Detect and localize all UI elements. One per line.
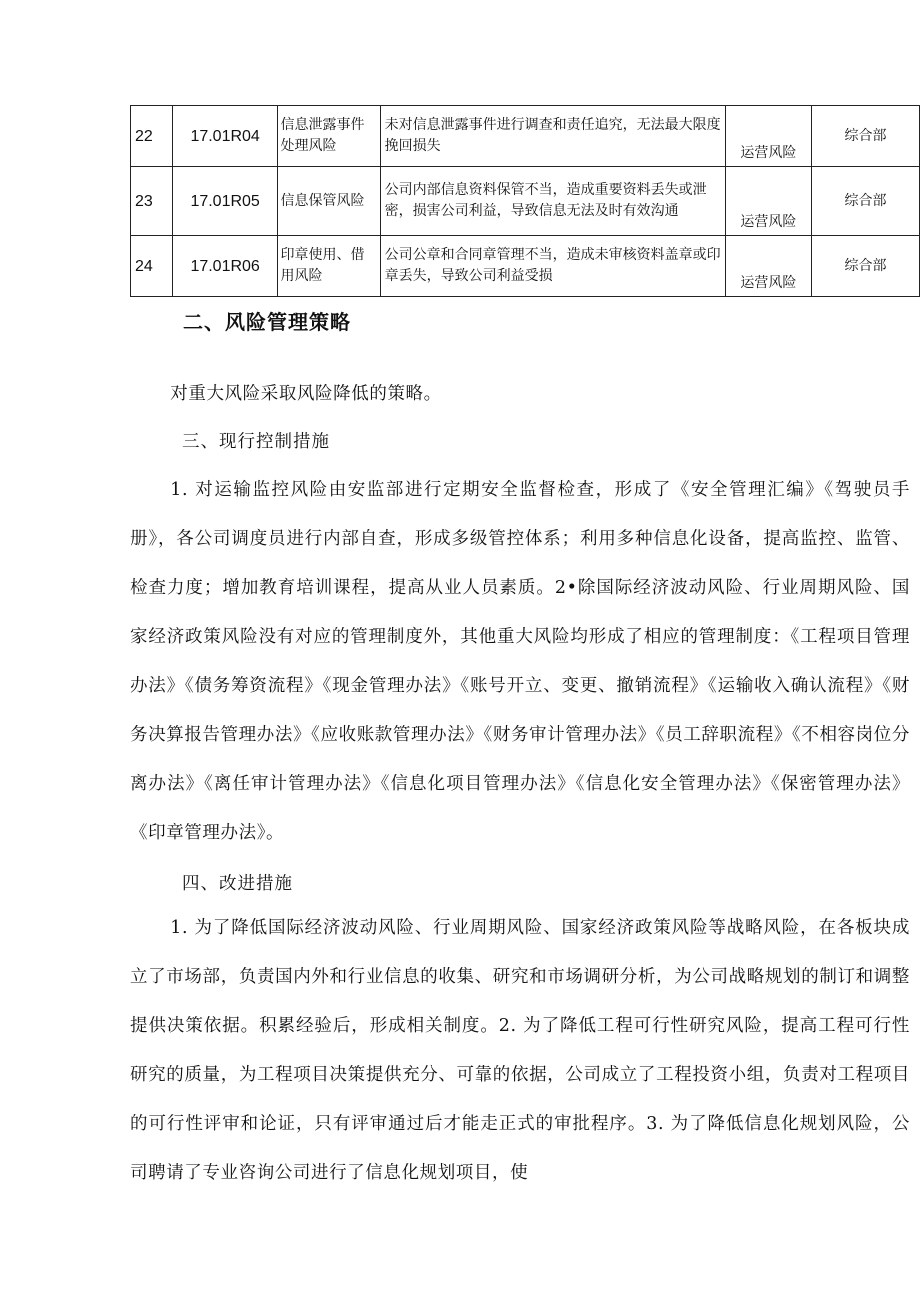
risk-code: 17.01R06 [172, 236, 278, 297]
risk-name: 信息泄露事件处理风险 [278, 106, 380, 167]
risk-name: 印章使用、借用风险 [278, 236, 380, 297]
risk-description: 公司内部信息资料保管不当，造成重要资料丢失或泄密，损害公司利益，导致信息无法及时有效沟通 [380, 167, 725, 236]
risk-type: 运营风险 [725, 167, 811, 236]
responsible-department: 综合部 [812, 106, 920, 167]
risk-type: 运营风险 [725, 106, 811, 167]
risk-code: 17.01R05 [172, 167, 278, 236]
risk-code: 17.01R04 [172, 106, 278, 167]
risk-type: 运营风险 [725, 236, 811, 297]
row-number: 23 [131, 167, 173, 236]
table-row [131, 106, 920, 167]
risk-description: 公司公章和合同章管理不当，造成未审核资料盖章或印章丢失，导致公司利益受损 [380, 236, 725, 297]
responsible-department: 综合部 [812, 236, 920, 297]
current-controls-paragraph: 1. 对运输监控风险由安监部进行定期安全监督检查，形成了《安全管理汇编》《驾驶员手册》，各公司调度员进行内部自查，形成多级管控体系；利用多种信息化设备，提高监控、监管、检查力度；增加教育培训课程，提高从业人员素质。2•除国际经济波动风险、行业周期风险、国家经济政策风险没有对应的管理制度外，其他重大风险均形成了相应的管理制度：《工程项目管理办法》《债务筹资流程》《现金管理办法》《账号开立、变更、撤销流程》《运输收入确认流程》《财务决算报告管理办法》《应收账款管理办法》《财务审计管理办法》《员工辞职流程》《不相容岗位分离办法》《离任审计管理办法》《信息化项目管理办法》《信息化安全管理办法》《保密管理办法》《印章管理办法》。 [130, 480, 910, 843]
row-number: 24 [131, 236, 173, 297]
section-heading-strategy: 二、风险管理策略 [183, 310, 351, 334]
risk-description: 未对信息泄露事件进行调查和责任追究，无法最大限度挽回损失 [380, 106, 725, 167]
improvements-paragraph: 1. 为了降低国际经济波动风险、行业周期风险、国家经济政策风险等战略风险，在各板块成立了市场部，负责国内外和行业信息的收集、研究和市场调研分析，为公司战略规划的制订和调整提供决策依据。积累经验后，形成相关制度。2. 为了降低工程可行性研究风险，提高工程可行性研究的质量，为工程项目决策提供充分、可靠的依据，公司成立了工程投资小组，负责对工程项目的可行性评审和论证，只有评审通过后才能走正式的审批程序。3. 为了降低信息化规划风险，公司聘请了专业咨询公司进行了信息化规划项目，使 [130, 918, 910, 1183]
responsible-department: 综合部 [812, 167, 920, 236]
table-row [131, 167, 920, 236]
strategy-paragraph: 对重大风险采取风险降低的策略。 [170, 384, 442, 404]
row-number: 22 [131, 106, 173, 167]
risk-name: 信息保管风险 [278, 167, 380, 236]
section-heading-improvements: 四、改进措施 [182, 874, 293, 894]
risk-table [130, 105, 920, 297]
section-heading-current-controls: 三、现行控制措施 [182, 432, 330, 452]
table-row [131, 236, 920, 297]
